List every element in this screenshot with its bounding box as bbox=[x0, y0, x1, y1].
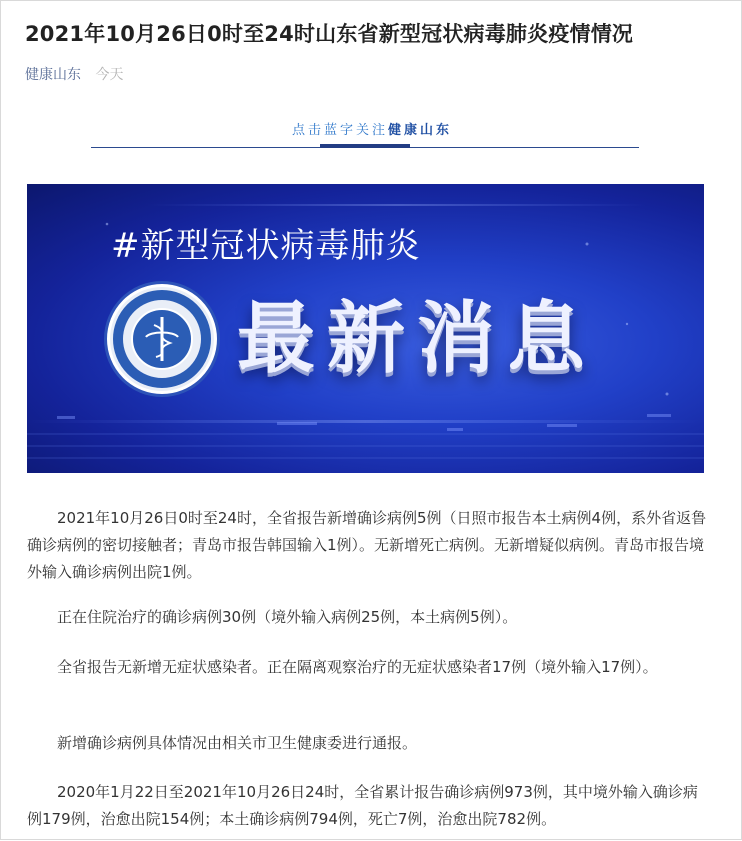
paragraph-text: 正在住院治疗的确诊病例30例（境外输入病例25例，本土病例5例）。 bbox=[57, 608, 518, 626]
article bbox=[1, 1, 742, 841]
paragraph-3 bbox=[27, 654, 707, 681]
article-title: 2021年10月26日0时至24时山东省新型冠状病毒肺炎疫情情况 bbox=[25, 22, 634, 46]
paragraph-4 bbox=[27, 730, 707, 757]
follow-prompt[interactable] bbox=[1, 119, 742, 138]
follow-account: 健康山东 bbox=[388, 123, 453, 138]
banner-hashtag: #新型冠状病毒肺炎 bbox=[111, 226, 421, 266]
seal-ring bbox=[110, 287, 214, 391]
paragraph-text: 全省报告无新增无症状感染者。正在隔离观察治疗的无症状感染者17例（境外输入17例）。 bbox=[57, 658, 658, 676]
divider-accent bbox=[320, 144, 410, 148]
paragraph-2 bbox=[27, 604, 707, 631]
follow-prefix: 点击蓝字关注 bbox=[291, 123, 388, 138]
paragraph-1 bbox=[27, 505, 707, 586]
article-meta bbox=[25, 65, 123, 85]
news-banner-image bbox=[27, 184, 704, 473]
paragraph-text: 2020年1月22日至2021年10月26日24时，全省累计报告确诊病例973例，其中境外输入确诊病例179例，治愈出院154例；本土确诊病例794例，死亡7例，治愈出院782例。 bbox=[27, 783, 698, 828]
paragraph-text: 新增确诊病例具体情况由相关市卫生健康委进行通报。 bbox=[57, 734, 418, 752]
publish-date: 今天 bbox=[95, 67, 124, 83]
banner-headline: 最新消息 bbox=[237, 294, 598, 384]
health-commission-seal-icon bbox=[107, 284, 217, 394]
paragraph-5 bbox=[27, 779, 707, 833]
account-link[interactable]: 健康山东 bbox=[25, 67, 81, 83]
paragraph-text: 2021年10月26日0时至24时，全省报告新增确诊病例5例（日照市报告本土病例4例，系外省返鲁确诊病例的密切接触者；青岛市报告韩国输入1例）。无新增死亡病例。无新增疑似病例。青岛市报告境外输入确诊病例出院1例。 bbox=[27, 509, 707, 581]
